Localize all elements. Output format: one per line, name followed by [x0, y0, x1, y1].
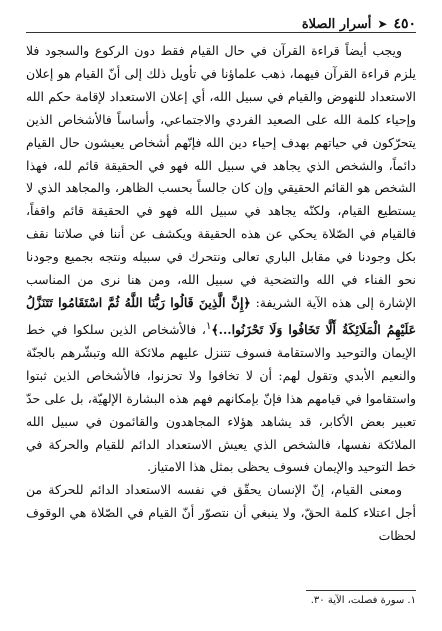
footnote-divider [306, 590, 416, 591]
page-header [26, 14, 416, 34]
paragraph-2: ومعنى القيام، إنّ الإنسان يحقّق في نفسه الاستعداد الدائم للحركة من أجل اعتلاء كلمة الحقّ، ولا ينبغي أن نتصوّر أنّ القيام في الصّلاة هي الوقوف لحظات [26, 482, 416, 544]
running-title: أسرار الصلاة [301, 16, 372, 32]
paragraph-1 [26, 40, 416, 479]
quran-verse: ﴿إِنَّ الَّذِينَ قَالُوا رَبُّنَا اللَّهُ ثُمَّ اسْتَقَامُوا تَتَنَزَّلُ عَلَيْهِمُ الْمَلَائِكَةُ أَلَّا تَخَافُوا وَلَا تَحْزَنُوا...﴾ [26, 294, 416, 337]
arrow-left-icon: ➤ [377, 17, 388, 31]
main-text [26, 40, 416, 548]
footnote-marker: ١ [205, 319, 212, 332]
footnote: ١. سورة فصلت، الآية ٣٠. [310, 595, 416, 606]
page-number: ٤٥٠ [393, 16, 416, 32]
paragraph-1-part-a: ويجب أيضاً قراءة القرآن في حال القيام فقط دون الركوع والسجود فلا يلزم قراءة القرآن فيهما، ذهب علماؤنا في تأويل ذلك إلى أنّ القيام هو إعلان الاستعداد للنهوض والقيام في سبيل الله، أي إعلان الاستعداد لإقامة حكم الله وإحياء كلمة الله على الصعيد الفردي والاجتماعي، وأساساً فالأشخاص الذين يتحرّكون في حياتهم بهدف إحياء دين الله فإنّهم أشخاص يعيشون حال القيام دائماً، والشخص الذي يجاهد في سبيل الله فهو في الحقيقة قائم لله، فهذا الشخص هو القائم الحقيقي وإن كان جالساً بحسب الظاهر، والمجاهد الذي لا يستطيع القيام، ولكنّه يجاهد في سبيل الله فهو في الحقيقة قائم واقفاً، فالقيام في الصّلاة يحكي عن هذه الحقيقة ويكشف عن أننا في صلاتنا نقف بكل وجودنا في مقابل الباري تعالى ونتحرك في سبيله ونتجه بجميع وجودنا نحو الفناء في الله والتضحية في سبيل الله، ومن هنا نرى من المناسب الإشارة إلى هذه الآية الشريفة: [26, 43, 417, 310]
paragraph-1-part-b: ، فالأشخاص الذين سلكوا في خط الإيمان والتوحيد والاستقامة فسوف تتنزل عليهم ملائكة الله وتبشّرهم بالجنّة والنعيم الأبدي وتقول لهم: أن لا تخافوا ولا تحزنوا، فالأشخاص الذين ثبتوا واستقاموا في قيامهم هذا فإنّ بإمكانهم فهم هذه البشارة الإلهيّة، بل على حدّ تعبير بعض الأكابر، قد يشاهد هؤلاء المجاهدون والقائمون في سبيل الله الملائكة نفسها، فالشخص الذي يعيش الاستعداد الدائم للقيام والحركة في خط التوحيد والإيمان فسوف يحظى بمثل هذا الامتياز. [26, 322, 416, 475]
header-divider [26, 32, 416, 33]
